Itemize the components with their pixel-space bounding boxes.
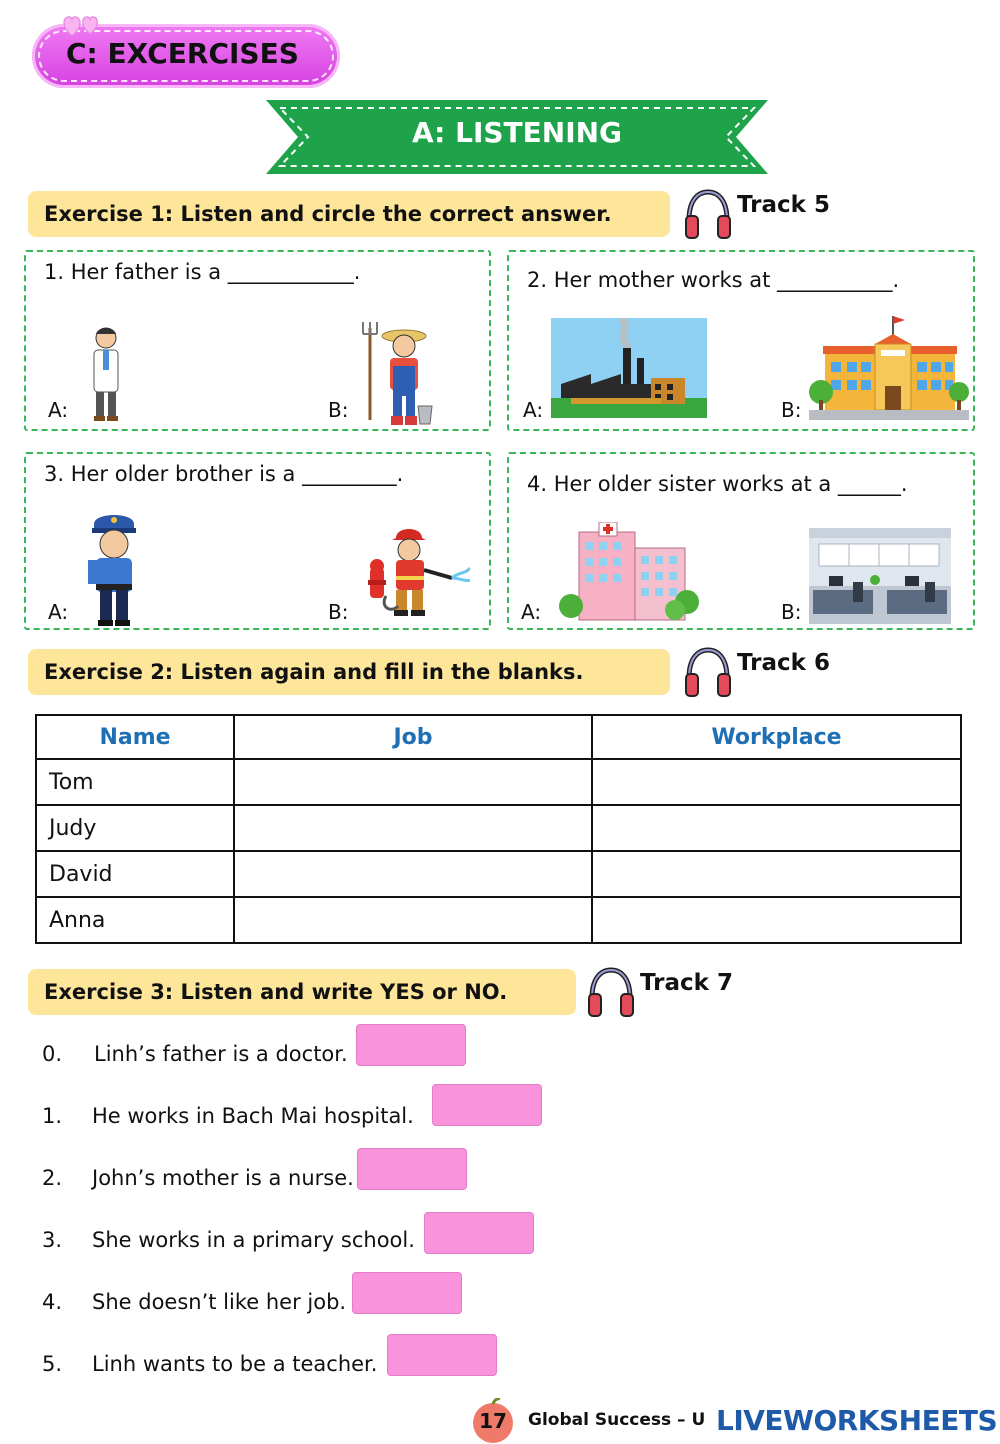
question-3-text: 3. Her older brother is a _________. xyxy=(44,462,404,486)
header-workplace: Workplace xyxy=(592,715,961,759)
police-officer-image[interactable] xyxy=(82,510,146,628)
headphones-icon xyxy=(586,964,636,1020)
name-cell: David xyxy=(36,851,234,897)
liveworksheets-logo: LIVEWORKSHEETS xyxy=(716,1404,998,1437)
hospital-image[interactable] xyxy=(559,522,699,624)
question-box-1 xyxy=(24,250,491,431)
statement-text: Linh wants to be a teacher. xyxy=(92,1352,378,1376)
name-cell: Tom xyxy=(36,759,234,805)
firefighter-image[interactable] xyxy=(366,526,470,618)
track7-label: Track 7 xyxy=(640,970,733,996)
headphones-icon xyxy=(683,644,733,700)
question-box-3 xyxy=(24,452,491,630)
question-box-2 xyxy=(507,250,975,431)
statement-number: 4. xyxy=(42,1290,63,1314)
statement-text: She doesn’t like her job. xyxy=(92,1290,347,1314)
workplace-cell[interactable] xyxy=(592,759,961,805)
track6[interactable] xyxy=(683,644,843,700)
footer-text: Global Success – U xyxy=(528,1410,706,1430)
table-row xyxy=(36,851,961,897)
answer-box-2[interactable] xyxy=(357,1148,467,1190)
statement-text: Linh’s father is a doctor. xyxy=(94,1042,348,1066)
headphones-icon xyxy=(683,186,733,242)
job-cell[interactable] xyxy=(234,851,592,897)
doctor-image[interactable] xyxy=(84,324,128,422)
header-job: Job xyxy=(234,715,592,759)
exercise2-header xyxy=(28,649,670,695)
statement-text: John’s mother is a nurse. xyxy=(92,1166,354,1190)
statement-text: She works in a primary school. xyxy=(92,1228,415,1252)
answer-box-5[interactable] xyxy=(387,1334,497,1376)
workplace-cell[interactable] xyxy=(592,897,961,943)
office-image[interactable] xyxy=(809,528,951,624)
name-cell: Anna xyxy=(36,897,234,943)
statement-text: He works in Bach Mai hospital. xyxy=(92,1104,414,1128)
ribbon-title: A: LISTENING xyxy=(411,116,623,149)
exercise3-header xyxy=(28,969,576,1015)
track5[interactable] xyxy=(683,186,843,242)
table-header-row xyxy=(36,715,961,759)
track6-label: Track 6 xyxy=(737,650,830,676)
question-1-text: 1. Her father is a ____________. xyxy=(44,260,361,284)
page-number: 17 xyxy=(479,1409,507,1433)
answer-box-1[interactable] xyxy=(432,1084,542,1126)
listening-ribbon xyxy=(266,100,768,174)
exercise1-header xyxy=(28,191,670,237)
job-cell[interactable] xyxy=(234,805,592,851)
question-4-text: 4. Her older sister works at a ______. xyxy=(527,472,908,496)
exercise1-title: Exercise 1: Listen and circle the correct answer. xyxy=(44,202,612,226)
table-row xyxy=(36,759,961,805)
factory-image[interactable] xyxy=(551,318,707,418)
job-cell[interactable] xyxy=(234,759,592,805)
track5-label: Track 5 xyxy=(737,192,830,218)
section-title: C: EXCERCISES xyxy=(66,37,299,70)
option-a-label: A: xyxy=(521,600,542,624)
option-b-label: B: xyxy=(328,600,349,624)
option-a-label: A: xyxy=(48,600,69,624)
table-row xyxy=(36,897,961,943)
school-image[interactable] xyxy=(809,314,969,420)
workplace-cell[interactable] xyxy=(592,805,961,851)
statement-number: 2. xyxy=(42,1166,63,1190)
footer xyxy=(470,1398,1000,1444)
exercise3-title: Exercise 3: Listen and write YES or NO. xyxy=(44,980,508,1004)
option-b-label: B: xyxy=(781,600,802,624)
workplace-cell[interactable] xyxy=(592,851,961,897)
job-cell[interactable] xyxy=(234,897,592,943)
track7[interactable] xyxy=(586,964,746,1020)
option-b-label: B: xyxy=(781,398,802,422)
answer-box-4[interactable] xyxy=(352,1272,462,1314)
statement-number: 0. xyxy=(42,1042,63,1066)
name-cell: Judy xyxy=(36,805,234,851)
option-a-label: A: xyxy=(523,398,544,422)
statement-number: 5. xyxy=(42,1352,63,1376)
statement-number: 1. xyxy=(42,1104,63,1128)
answer-box-3[interactable] xyxy=(424,1212,534,1254)
statement-number: 3. xyxy=(42,1228,63,1252)
farmer-image[interactable] xyxy=(360,320,434,428)
exercise2-title: Exercise 2: Listen again and fill in the blanks. xyxy=(44,660,584,684)
header-name: Name xyxy=(36,715,234,759)
table-row xyxy=(36,805,961,851)
fill-in-table xyxy=(35,714,962,944)
question-2-text: 2. Her mother works at ___________. xyxy=(527,268,900,292)
answer-box-0[interactable] xyxy=(356,1024,466,1066)
hearts-icon xyxy=(60,12,104,40)
option-a-label: A: xyxy=(48,398,69,422)
question-box-4 xyxy=(507,452,975,630)
option-b-label: B: xyxy=(328,398,349,422)
